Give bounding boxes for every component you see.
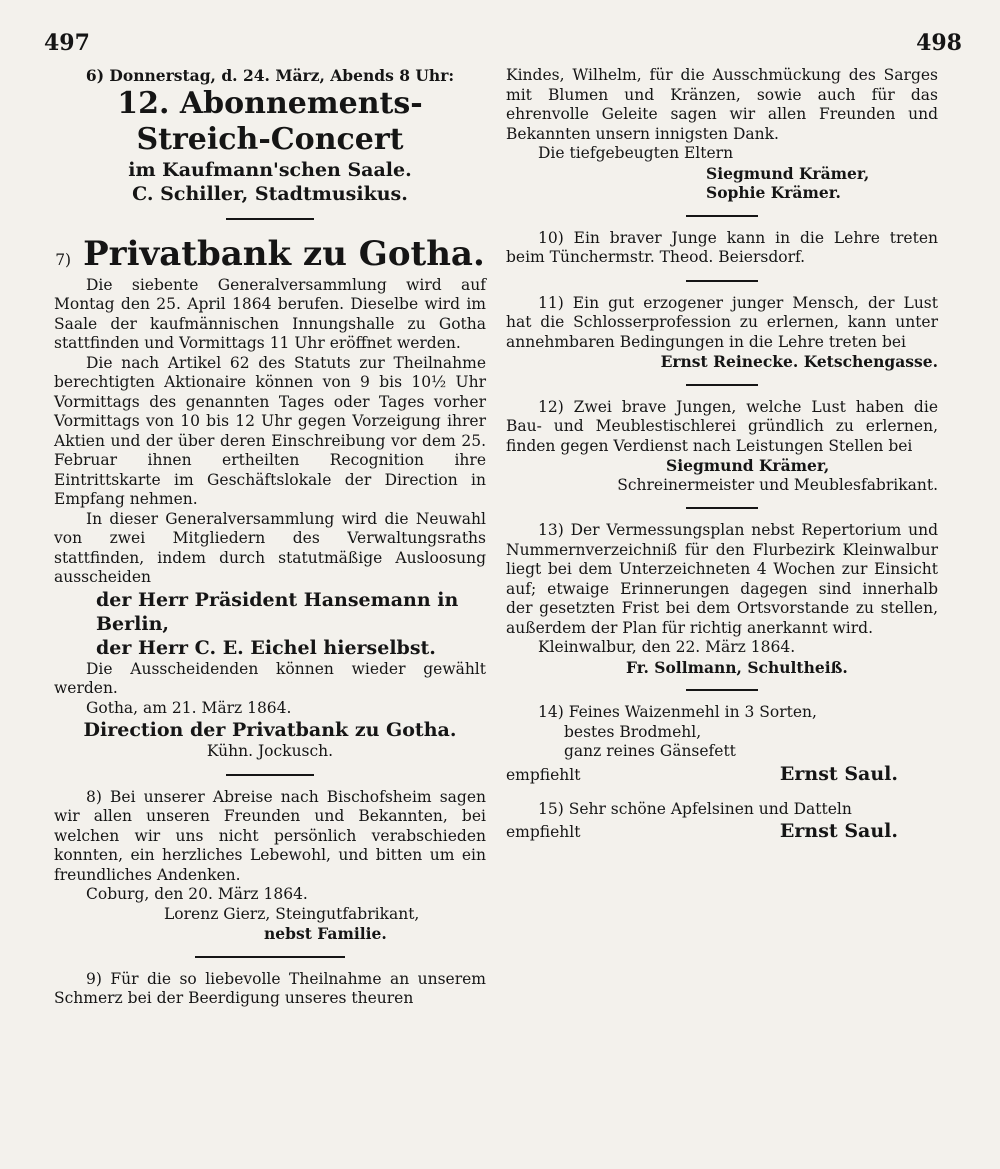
ad15-footer [506,819,938,843]
ad12-signature-2: Schreinermeister und Meublesfabrikant. [617,475,938,494]
ad7-paragraph-1: Die siebente Generalversammlung wird auf Montag den 25. April 1864 berufen. Dieselbe wird im Saale der kaufmännischen Innungshalle zu Gotha stattfinden und Vormittags 11 Uhr eröffnet werden. [54,275,486,352]
ad14-line-1: 14) Feines Waizenmehl in 3 Sorten, [538,703,817,721]
ad7-signature: Direction der Privatbank zu Gotha. [83,719,457,741]
page-number-left: 497 [44,30,90,56]
ad15-recommend: empfiehlt [506,823,581,841]
ad7-paragraph-4: Die Ausscheidenden können wieder gewählt werden. [54,659,486,697]
ad12-text: 12) Zwei brave Jungen, welche Lust haben die Bau- und Meublestischlerei gründlich zu erlernen, finden gegen Verdienst nach Leistungen Stellen bei [506,397,938,455]
divider [686,689,758,691]
ad15-signature: Ernst Saul. [779,820,898,842]
ad7-number: 7) [55,250,72,269]
ad14-signature: Ernst Saul. [779,762,898,785]
ad15-line-1: 15) Sehr schöne Apfelsinen und Datteln [538,799,852,818]
ad7-place-date: Gotha, am 21. März 1864. [86,698,292,717]
divider [226,218,314,220]
spacer [506,786,938,800]
ad13-place-date: Kleinwalbur, den 22. März 1864. [538,638,796,656]
ad7-person-2: der Herr C. E. Eichel hierselbst. [96,636,436,659]
ad11-signature: Ernst Reinecke. Ketschengasse. [660,352,938,371]
ad7-paragraph-2: Die nach Artikel 62 des Statuts zur Theilnahme berechtigten Aktionaire können von 9 bis 10½ Uhr Vormittags des genannten Tages oder Tages vorher Vormittags von 10 bis 12 Uhr gegen Vorzeigung ihrer Aktien und der über deren Einschreibung vor dem 25. Februar ihnen ertheilten Recognition ihre Eintrittskarte im Geschäftslokale der Direction in Empfang nehmen. [54,353,486,508]
ad8-text: 8) Bei unserer Abreise nach Bischofsheim sagen wir allen unseren Freunden und Bekannten, bei welchen wir uns nicht persönlich verabschieden konnten, ein herzliches Lebewohl, und bitten um ein freundliches Andenken. [54,787,486,884]
ad7-person-1: der Herr Präsident Hansemann in Berlin, [96,588,459,635]
ad7-title: Privatbank zu Gotha. [83,233,485,274]
divider [686,384,758,386]
divider [226,774,314,776]
ad13-signature: Fr. Sollmann, Schultheiß. [626,657,848,677]
ad9-signature-2: Sophie Krämer. [706,183,841,202]
ad12-signature-1: Siegmund Krämer, [666,456,830,475]
ad6-title: 12. Abonnements-Streich-Concert [117,85,423,157]
ad6-signature: C. Schiller, Stadtmusikus. [132,182,408,205]
ad6-line1: 6) Donnerstag, d. 24. März, Abends 8 Uhr: [85,66,455,85]
ad7 [54,232,486,276]
ad14-line-2: bestes Brodmehl, [564,722,702,741]
ad11-text: 11) Ein gut erzogener junger Mensch, der Lust hat die Schlosserprofession zu erlernen, kann unter annehmbaren Bedingungen in die Lehre treten bei [506,293,938,351]
ad9-closing: Die tiefgebeugten Eltern [538,144,734,162]
ad14-line-3: ganz reines Gänsefett [564,742,736,760]
page-number-right: 498 [916,30,962,56]
ad7-paragraph-3: In dieser Generalversammlung wird die Neuwahl von zwei Mitgliedern des Verwaltungsraths stattfinden, indem durch statutmäßige Ausloosung ausscheiden [54,509,486,586]
ad8-place-date: Coburg, den 20. März 1864. [86,885,308,903]
divider [195,956,345,958]
ad9-text: 9) Für die so liebevolle Theilnahme an unserem Schmerz bei der Beerdigung unseres theuren [54,969,486,1007]
ad6-venue: im Kaufmann'schen Saale. [128,158,412,181]
ad13-text: 13) Der Vermessungsplan nebst Repertorium und Nummernverzeichniß für den Flurbezirk Kleinwalbur liegt bei dem Unterzeichneten 4 Wochen zur Einsicht auf; etwaige Erinnerungen dagegen sind innerhalb der gesetzten Frist bei dem Ortsvorstande zu stellen, außerdem der Plan für richtig anerkannt wird. [506,521,938,637]
divider [686,507,758,509]
ad8-signature-1: Lorenz Gierz, Steingutfabrikant, [164,904,420,923]
ad7-names: Kühn. Jockusch. [206,742,334,760]
ad14-recommend: empfiehlt [506,765,581,784]
ad14-footer [506,762,938,786]
ad8-signature-2: nebst Familie. [264,924,387,943]
divider [686,280,758,282]
right-column [506,66,938,843]
ad9-continued-text: Kindes, Wilhelm, für die Ausschmückung des Sarges mit Blumen und Kränzen, sowie auch für das ehrenvolle Geleite sagen wir allen Freunden und Bekannten unsern innigsten Dank. [506,66,938,143]
ad10-text: 10) Ein braver Junge kann in die Lehre treten beim Tünchermstr. Theod. Beiersdorf. [506,228,938,266]
left-column [54,66,486,1009]
divider [686,215,758,217]
ad9-signature-1: Siegmund Krämer, [706,163,870,183]
